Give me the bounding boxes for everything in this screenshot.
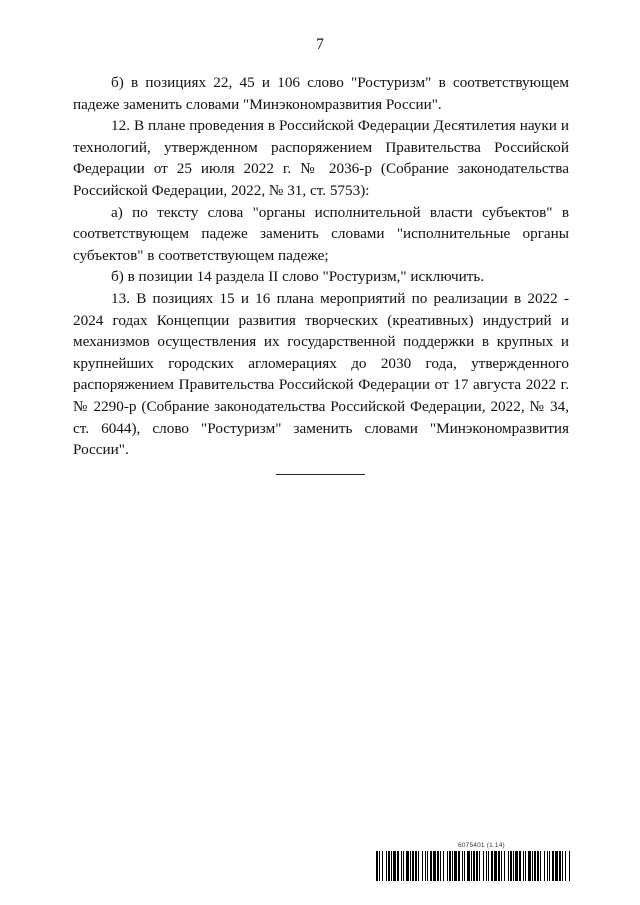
- paragraph-item-b-positions: б) в позициях 22, 45 и 106 слово "Ростуризм" в соответствующем падеже заменить словами "Минэкономразвития России".: [73, 74, 569, 113]
- paragraph-12-science-decade-plan: 12. В плане проведения в Российской Федерации Десятилетия науки и технологий, утвержденном распоряжением Правительства Российской Федерации от 25 июля 2022 г. № 2036-р (Собрание законодательства Российской Федерации, 2022, № 31, ст. 5753):: [73, 117, 569, 199]
- paragraph-item-a-text-replacement: а) по тексту слова "органы исполнительной власти субъектов" в соответствующем падеже заменить словами "исполнительные органы субъектов" в соответствующем падеже;: [73, 203, 569, 264]
- barcode-caption: 6075401 (1.14): [458, 842, 505, 849]
- closing-rule: [276, 474, 365, 475]
- paragraph-13-creative-industries-plan: 13. В позициях 15 и 16 плана мероприятий по реализации в 2022 - 2024 годах Концепции развития творческих (креативных) индустрий и механизмов осуществления их государственной поддержки в крупных и крупнейших городских агломерациях до 2030 года, утвержденного распоряжением Правительства Российской Федерации от 17 августа 2022 г. № 2290-р (Собрание законодательства Российской Федерации, 2022, № 34, ст. 6044), слово "Ростуризм" заменить словами "Минэкономразвития России".: [73, 289, 569, 459]
- document-body: [73, 72, 569, 461]
- paragraph-item-b-position-14: б) в позиции 14 раздела II слово "Ростуризм," исключить.: [111, 268, 485, 286]
- page-number: 7: [316, 36, 324, 53]
- barcode: [376, 851, 570, 881]
